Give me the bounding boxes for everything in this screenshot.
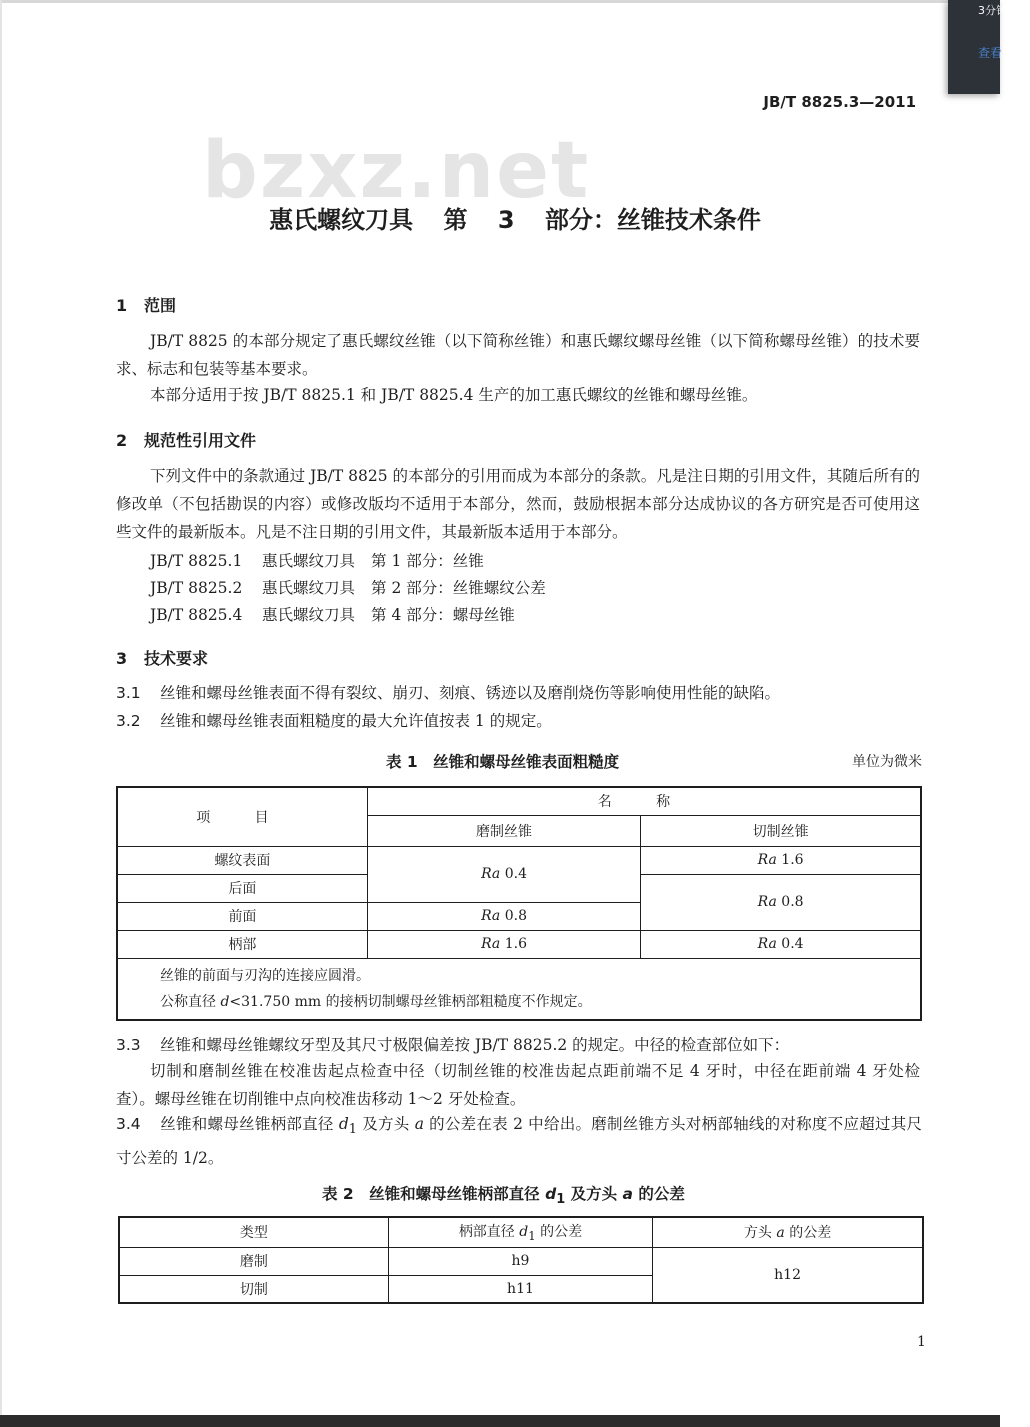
- reference-title: 惠氏螺纹刀具: [262, 552, 356, 570]
- section-title: 技术要求: [144, 649, 209, 668]
- reference-code: JB/T 8825.4: [150, 606, 243, 624]
- table-cell: h9: [388, 1247, 652, 1275]
- clause-3-2: [116, 707, 922, 735]
- header-name: 名 称: [367, 787, 921, 815]
- clause-number: 3.1: [116, 684, 141, 702]
- reference-item: [150, 576, 546, 598]
- section-number: 2: [116, 431, 128, 450]
- section-1-heading: [116, 293, 176, 316]
- page-top-edge: [0, 0, 1000, 3]
- floating-widget[interactable]: [948, 0, 1007, 94]
- clause-number: 3.3: [116, 1036, 141, 1054]
- header-type: 类型: [119, 1217, 388, 1247]
- row-label: 磨制: [119, 1247, 388, 1275]
- table-cell: Ra 0.4: [641, 930, 921, 958]
- clause-3-3-paragraph: 切制和磨制丝锥在校准齿起点检查中径（切制丝锥的校准齿起点距前端不足 4 牙时，中径在距前端 4 牙处检查）。螺母丝锥在切削锥中点向校准齿移动 1～2 牙处检查。: [116, 1062, 920, 1108]
- row-label: 前面: [117, 902, 367, 930]
- tolerance-table: [118, 1216, 924, 1304]
- table-cell: h11: [388, 1275, 652, 1303]
- section-2-heading: [116, 428, 256, 451]
- page-number: 1: [917, 1334, 926, 1350]
- header-square-tolerance: 方头 a 的公差: [653, 1217, 923, 1247]
- section-title: 范围: [144, 296, 177, 315]
- widget-time-label: 3分钟: [978, 4, 1007, 17]
- refs-paragraph: 下列文件中的条款通过 JB/T 8825 的本部分的引用而成为本部分的条款。凡是注日期的引用文件，其随后所有的修改单（不包括勘误的内容）或修改版均不适用于本部分，然而，鼓励根据本部分达成协议的各方研究是否可使用这些文件的最新版本。凡是不注日期的引用文件，其最新版本适用于本部分。: [116, 467, 920, 541]
- row-label: 柄部: [117, 930, 367, 958]
- reference-code: JB/T 8825.1: [150, 552, 243, 570]
- reference-title: 惠氏螺纹刀具: [262, 606, 356, 624]
- table-cell: Ra 1.6: [367, 930, 640, 958]
- table-2-caption: 表 2 丝锥和螺母丝锥柄部直径 $d_1$ 及方头 a 的公差: [322, 1185, 685, 1208]
- header-item: 项 目: [117, 787, 367, 846]
- table-notes: [117, 958, 921, 1020]
- reference-part: 第 2 部分：丝锥螺纹公差: [371, 579, 546, 597]
- reference-item: [150, 603, 515, 625]
- reference-title: 惠氏螺纹刀具: [262, 579, 356, 597]
- clause-text: 丝锥和螺母丝锥表面粗糙度的最大允许值按表 1 的规定。: [160, 712, 552, 730]
- header-shank-tolerance: 柄部直径 $d_1$ 的公差: [388, 1217, 652, 1247]
- row-label: 后面: [117, 874, 367, 902]
- header-ground-tap: 磨制丝锥: [367, 815, 640, 846]
- clause-text: 丝锥和螺母丝锥表面不得有裂纹、崩刃、刻痕、锈迹以及磨削烧伤等影响使用性能的缺陷。: [160, 684, 781, 702]
- standard-number: JB/T 8825.3—2011: [763, 93, 916, 111]
- reference-part: 第 1 部分：丝锥: [371, 552, 484, 570]
- widget-view-link[interactable]: 查看: [978, 46, 1003, 60]
- table-cell: Ra 0.8: [367, 902, 640, 930]
- row-label: 螺纹表面: [117, 846, 367, 874]
- clause-3-3: [116, 1031, 922, 1059]
- table-cell: Ra 0.4: [367, 846, 640, 902]
- clause-number: 3.2: [116, 712, 141, 730]
- roughness-table: [116, 786, 922, 1021]
- header-cut-tap: 切制丝锥: [641, 815, 921, 846]
- table-note: 公称直径 d<31.750 mm 的接柄切制螺母丝锥柄部粗糙度不作规定。: [160, 993, 592, 1010]
- reference-code: JB/T 8825.2: [150, 579, 243, 597]
- page-bottom-edge: [0, 1415, 1000, 1427]
- table-note: 丝锥的前面与刃沟的连接应圆滑。: [160, 967, 370, 984]
- section-number: 3: [116, 649, 128, 668]
- document-title: 惠氏螺纹刀具 第 3 部分：丝锥技术条件: [269, 206, 761, 234]
- section-3-heading: [116, 646, 208, 669]
- table-cell: h12: [653, 1247, 923, 1303]
- section-number: 1: [116, 296, 128, 315]
- scope-paragraph-1: JB/T 8825 的本部分规定了惠氏螺纹丝锥（以下简称丝锥）和惠氏螺纹螺母丝锥（以下简称螺母丝锥）的技术要求、标志和包装等基本要求。: [116, 332, 920, 378]
- table-cell: Ra 0.8: [641, 874, 921, 930]
- reference-part: 第 4 部分：螺母丝锥: [371, 606, 515, 624]
- reference-item: [150, 549, 484, 571]
- table-cell: Ra 1.6: [641, 846, 921, 874]
- clause-text: 丝锥和螺母丝锥螺纹牙型及其尺寸极限偏差按 JB/T 8825.2 的规定。中径的检查部位如下：: [160, 1036, 790, 1054]
- clause-3-4: 3.4 丝锥和螺母丝锥柄部直径 $d_1$ 及方头 a 的公差在表 2 中给出。磨制丝锥方头对柄部轴线的对称度不应超过其尺寸公差的 1/2。: [116, 1110, 922, 1172]
- clause-number: 3.4: [116, 1115, 141, 1133]
- section-title: 规范性引用文件: [144, 431, 257, 450]
- watermark: bzxz.net: [202, 126, 591, 216]
- row-label: 切制: [119, 1275, 388, 1303]
- table-1-caption: 表 1 丝锥和螺母丝锥表面粗糙度: [386, 753, 620, 771]
- scope-paragraph-2: 本部分适用于按 JB/T 8825.1 和 JB/T 8825.4 生产的加工惠氏螺纹的丝锥和螺母丝锥。: [150, 386, 758, 404]
- table-1-unit: 单位为微米: [852, 754, 922, 770]
- clause-3-1: [116, 679, 922, 707]
